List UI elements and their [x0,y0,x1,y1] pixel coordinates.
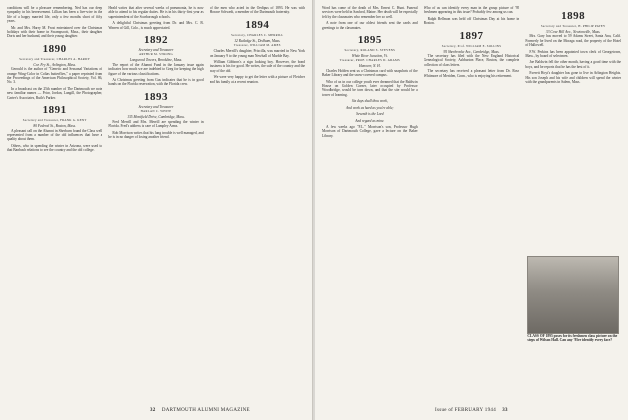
left-column-3 [210,6,305,398]
treasurer-line: Treasurer, PROF. CHARLES D. ADAMS [339,58,400,63]
secretary-address: Cor. Fry St., Arlington, Mass. [33,62,76,67]
paragraph: In a broadcast on the 25th number of The Dartmouth we note new familiar names — Prior, Jordan, Langill, the Photographer, Carter's Associates, Ruth's Parker. [7,86,103,100]
left-column-2 [108,6,203,398]
page-number: 33 [502,408,508,413]
class-photo [527,256,619,334]
secretary-line: Secretary and Treasurer, FRANK G. KENT [22,118,87,123]
paragraph: Mr. and Mrs. Harry M. Frost entertained over the Christmas holidays with their home in Swampscott, Mass., their daughter Doris and her husband, and their young daughter. [7,25,103,39]
page-number: 32 [150,408,156,413]
class-year-heading: 1895 [357,34,382,47]
left-column-1 [7,6,102,398]
paragraph: Ralph Bellmon was held off Christmas Day at his home in Boston. [423,16,520,26]
class-year-heading: 1891 [42,104,67,117]
secretary-line: Secretary, ROLAND S. STEVENS [344,48,396,53]
magazine-name: DARTMOUTH ALUMNI MAGAZINE [161,408,250,413]
poem-line: Six days shall thou work, [351,99,388,104]
secretary-name: ARTHUR M. STRONG [139,52,173,57]
left-folio [150,408,250,413]
paragraph: Rob Morrison writes that his lung trouble is well managed, and he is in no danger of losing another friend. [108,130,204,139]
secretary-line: Secretary and Treasurer, CHARLES A. HARDY [19,56,91,61]
poem-line: And work as hard as you're able; [346,105,394,110]
class-photo-figures [532,291,614,329]
paragraph: Heald writes that after several weeks of pneumonia, he is now able to attend to his regular duties. He is in his thirty-first year as superintendent of the Scarborough schools. [108,6,204,19]
secretary-address: 95 Sherbrooke Ave., Cambridge, Mass. [443,49,500,54]
paragraph: of the men who acted in the Oedipus of 1893. He was with Horace Schwedt, a member of the Dartmouth fraternity. [209,6,305,15]
paragraph: Joe Baldwin fell the other month, having a good time with the boys, and he reports that he has the best of it. [525,60,622,69]
paragraph: We were very happy to get the letter with a picture of Fletcher and his family at a recent reunion. [209,75,305,84]
paragraph: F.W. Perkins has been appointed town clerk of Georgetown, Mass., by board of selectmen. [525,49,622,59]
paragraph: Mrs. Gary has moved to 59 Adams Street, Santa Ana, Calif. Formerly he lived on the Moraga road, the property of the Hotel of Hallowell. [525,34,622,48]
secretary-address: Longwood Towers, Brookline, Mass. [129,58,183,63]
left-page [0,0,313,420]
class-year-heading: 1893 [143,90,168,103]
paragraph: Who of us in our college youth ever dreamed that the Baldwin House on Golden Corner, later occupied by Professor Woodbridge, would be torn down, and that the site would be a tower of learning. [322,79,418,97]
right-page [315,0,628,420]
treasurer-address: Hanover, N. H. [359,64,381,69]
secretary-address: 135 Montfield Drive, Cambridge, Mass. [127,115,185,120]
secretary-name: HARLAN C. WHITE [140,109,172,114]
class-year-heading: 1892 [143,34,168,47]
secretary-address: 33 Cove Hill Ave., Newtonville, Mass. [545,30,601,34]
right-column-2 [424,6,520,398]
paragraph: The secretary has filed with the New England Historical Genealogical Society, Ashburton Place, Boston, the complete collection of class letters. [423,54,520,67]
paragraph: Gerould is the author of "Genetic and Seasonal Variations of orange Wing-Color in Colias butterflies," a paper reprinted from the Proceedings of the American Philosophical Society, Vol. 86, No. 3. [7,67,103,85]
secretary-address: 80 Federal St., Boston, Mass. [33,124,76,129]
paragraph: William Gibbons's a sign looking boy. However, the bond business is his for good. He writes, the sale of the country and the way of the old. [209,60,305,73]
poem-line: Seventh is the Lord [356,112,384,117]
paragraph: Fred Merrill and Mrs. Merrill are spending the winter in Florida. Fred's address is care of Lampley Arms. [108,119,204,129]
paragraph: A note from one of our oldest friends sent the cards and greetings to the classmates. [322,21,418,30]
paragraph: Others, who in spending the winter in Arizona, were used to that Banbush relations to see the country and the old college. [7,143,103,153]
right-column-3 [525,6,621,398]
secretary-line: Secretary and Treasurer [138,48,174,53]
secretary-address: 12 Rutledge St., Dedham, Mass. [234,38,281,43]
photo-caption: CLASS OF 1895 poses for its freshmen class picture on the steps of Wilson Hall. Can any '95er identify every face? [527,334,618,343]
paragraph: Everett Hoyt's daughter has gone to live in Arlington Heights. His son Joseph and his wife and children will spend the winter with the grandparents in Salem, Mass. [525,71,622,85]
right-column-1 [322,6,418,398]
paragraph: At Christmas greeting from Gus indicates that he is in good hands on the Florida reservation, with the Florida crew. [108,78,204,87]
right-folio [435,408,508,413]
class-year-heading: 1894 [245,18,270,31]
secretary-line: Secretary and Treasurer [138,104,174,109]
paragraph: Charles Merrill's daughter, Priscilla, was married in New York on January 9 to the young man Newhall of Marble Bay. [209,49,305,58]
secretary-line: Secretary, Prof. WILLIAM E. SOLLINS [441,43,502,48]
paragraph: Who of us can identify every man in the group picture of '95 freshmen appearing in this issue? Probably few among us can. [423,6,520,15]
class-year-heading: 1890 [42,42,67,55]
secretary-line: Secretary and Treasurer, H. PHILIP PATEY [540,24,606,28]
class-year-heading: 1897 [459,29,484,42]
paragraph: Word has come of the death of Mrs. Ernest C. Hunt. Funeral services were held in Sanford, Maine. Her death will be especially felt by the classmates who remember her so well. [322,6,418,19]
poem-line: And regard as mine. [355,118,385,123]
paragraph: A pleasant call on the Alumni in Sherburn found the Class well represented from a number of the old influences that have a quality about them. [7,128,103,142]
paragraph: Charles Holden sent us a Christmas card with snapshots of the Baker Library and the snow-covered campus. [322,68,418,78]
paragraph: The report of the Alumni Fund in the January issue again indicates how much we are indebted to Greg for keeping the high figure of the various classifications. [108,62,204,76]
secretary-line: Secretary, CHARLES C. MERRILL [231,32,284,37]
paragraph: A delightful Christmas greeting from Dr. and Mrs. C. B. Warren of Gill, Colo., is much appreciated. [108,21,204,30]
treasurer-line: Treasurer, WILLIAM M. AMES [233,43,281,48]
issue-label: Issue of FEBRUARY 1944 [435,408,497,413]
paragraph: The secretary has received a pleasant letter from Dr. Ross Whitmore of Meriden, Conn., who is enjoying his retirement. [423,69,520,78]
paragraph: conditions will be a pleasure remembering. Ned has our deep sympathy in his bereavement. Lillian has been a live-wire in the life of a happy married life, only a few months short of fifty years. [7,6,103,24]
paragraph: A few weeks ago "F.L." Morrison's son, Professor Hugh Morrison of Dartmouth College, gave a lecture on the Baker Library. [322,124,418,138]
class-year-heading: 1898 [561,10,586,22]
secretary-address: White River Junction, Vt. [351,54,388,59]
